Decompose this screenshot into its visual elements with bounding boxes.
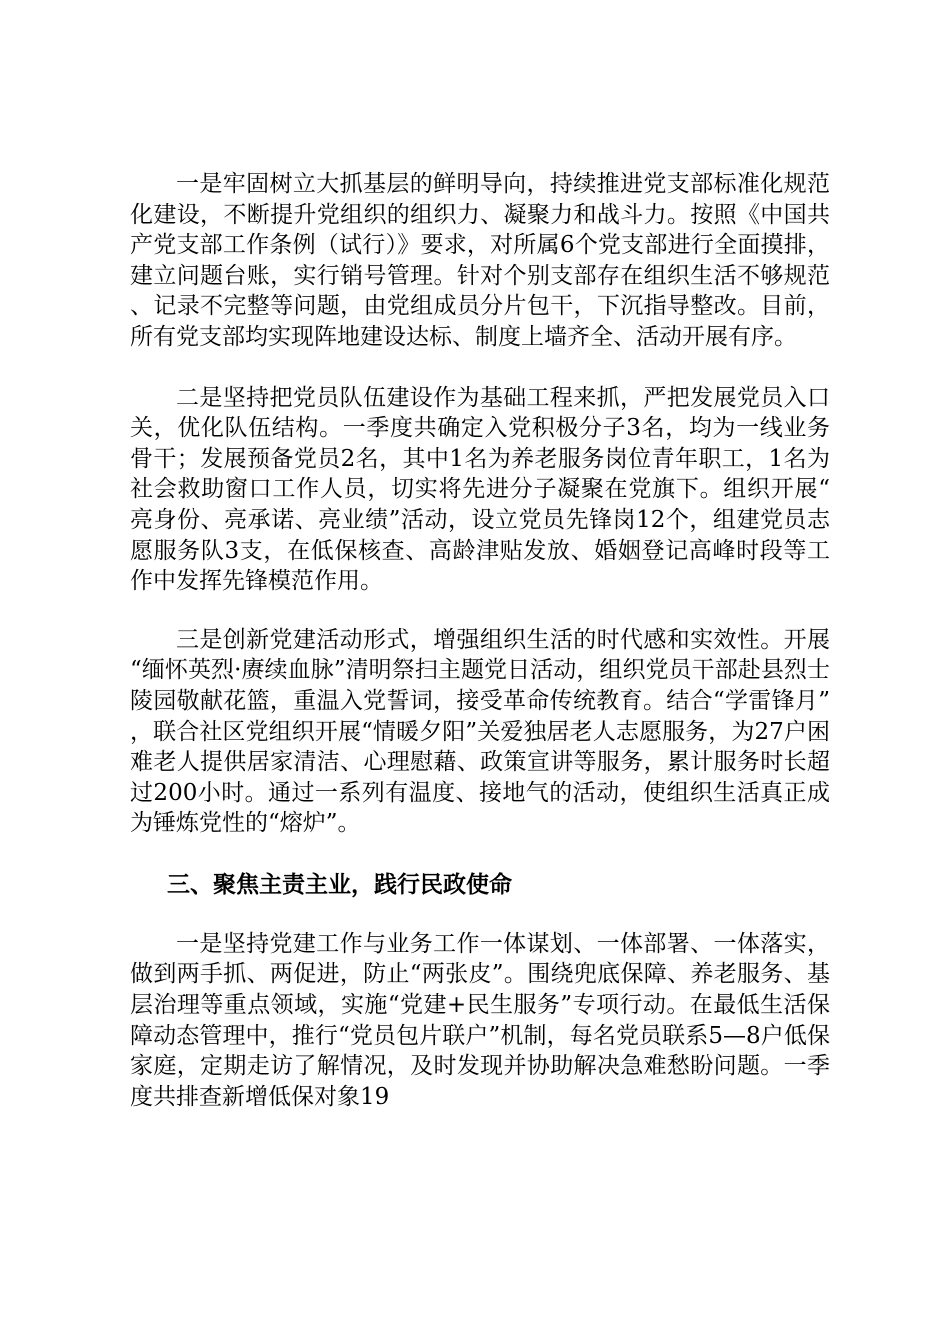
paragraph-standardization: 一是牢固树立大抓基层的鲜明导向，持续推进党支部标准化规范化建设，不断提升党组织的组织力、凝聚力和战斗力。按照《中国共产党支部工作条例（试行）》要求，对所属6个党支部进行全面摸排，建立问题台账，实行销号管理。针对个别支部存在组织生活不够规范、记录不完整等问题，由党组成员分片包干，下沉指导整改。目前，所有党支部均实现阵地建设达标、制度上墙齐全、活动开展有序。 [130,171,830,350]
paragraph-member-team: 二是坚持把党员队伍建设作为基础工程来抓，严把发展党员入口关，优化队伍结构。一季度共确定入党积极分子3名，均为一线业务骨干；发展预备党员2名，其中1名为养老服务岗位青年职工，1名为社会救助窗口工作人员，切实将先进分子凝聚在党旗下。组织开展“亮身份、亮承诺、亮业绩”活动，设立党员先锋岗12个，组建党员志愿服务队3支，在低保核查、高龄津贴发放、婚姻登记高峰时段等工作中发挥先锋模范作用。 [130,384,830,595]
document-body [130,169,830,1112]
section-heading: 三、聚焦主责主业，践行民政使命 [167,871,512,898]
paragraph-activities: 三是创新党建活动形式，增强组织生活的时代感和实效性。开展“缅怀英烈·赓续血脉”清明祭扫主题党日活动，组织党员干部赴县烈士陵园敬献花篮，重温入党誓词，接受革命传统教育。结合“学雷锋月”，联合社区党组织开展“情暖夕阳”关爱独居老人志愿服务，为27户困难老人提供居家清洁、心理慰藉、政策宣讲等服务，累计服务时长超过200小时。通过一系列有温度、接地气的活动，使组织生活真正成为锤炼党性的“熔炉”。 [130,626,830,837]
paragraph-integration: 一是坚持党建工作与业务工作一体谋划、一体部署、一体落实，做到两手抓、两促进，防止“两张皮”。围绕兜底保障、养老服务、基层治理等重点领域，实施“党建+民生服务”专项行动。在最低生活保障动态管理中，推行“党员包片联户”机制，每名党员联系5—8户低保家庭，定期走访了解情况，及时发现并协助解决急难愁盼问题。一季度共排查新增低保对象19 [130,930,830,1110]
